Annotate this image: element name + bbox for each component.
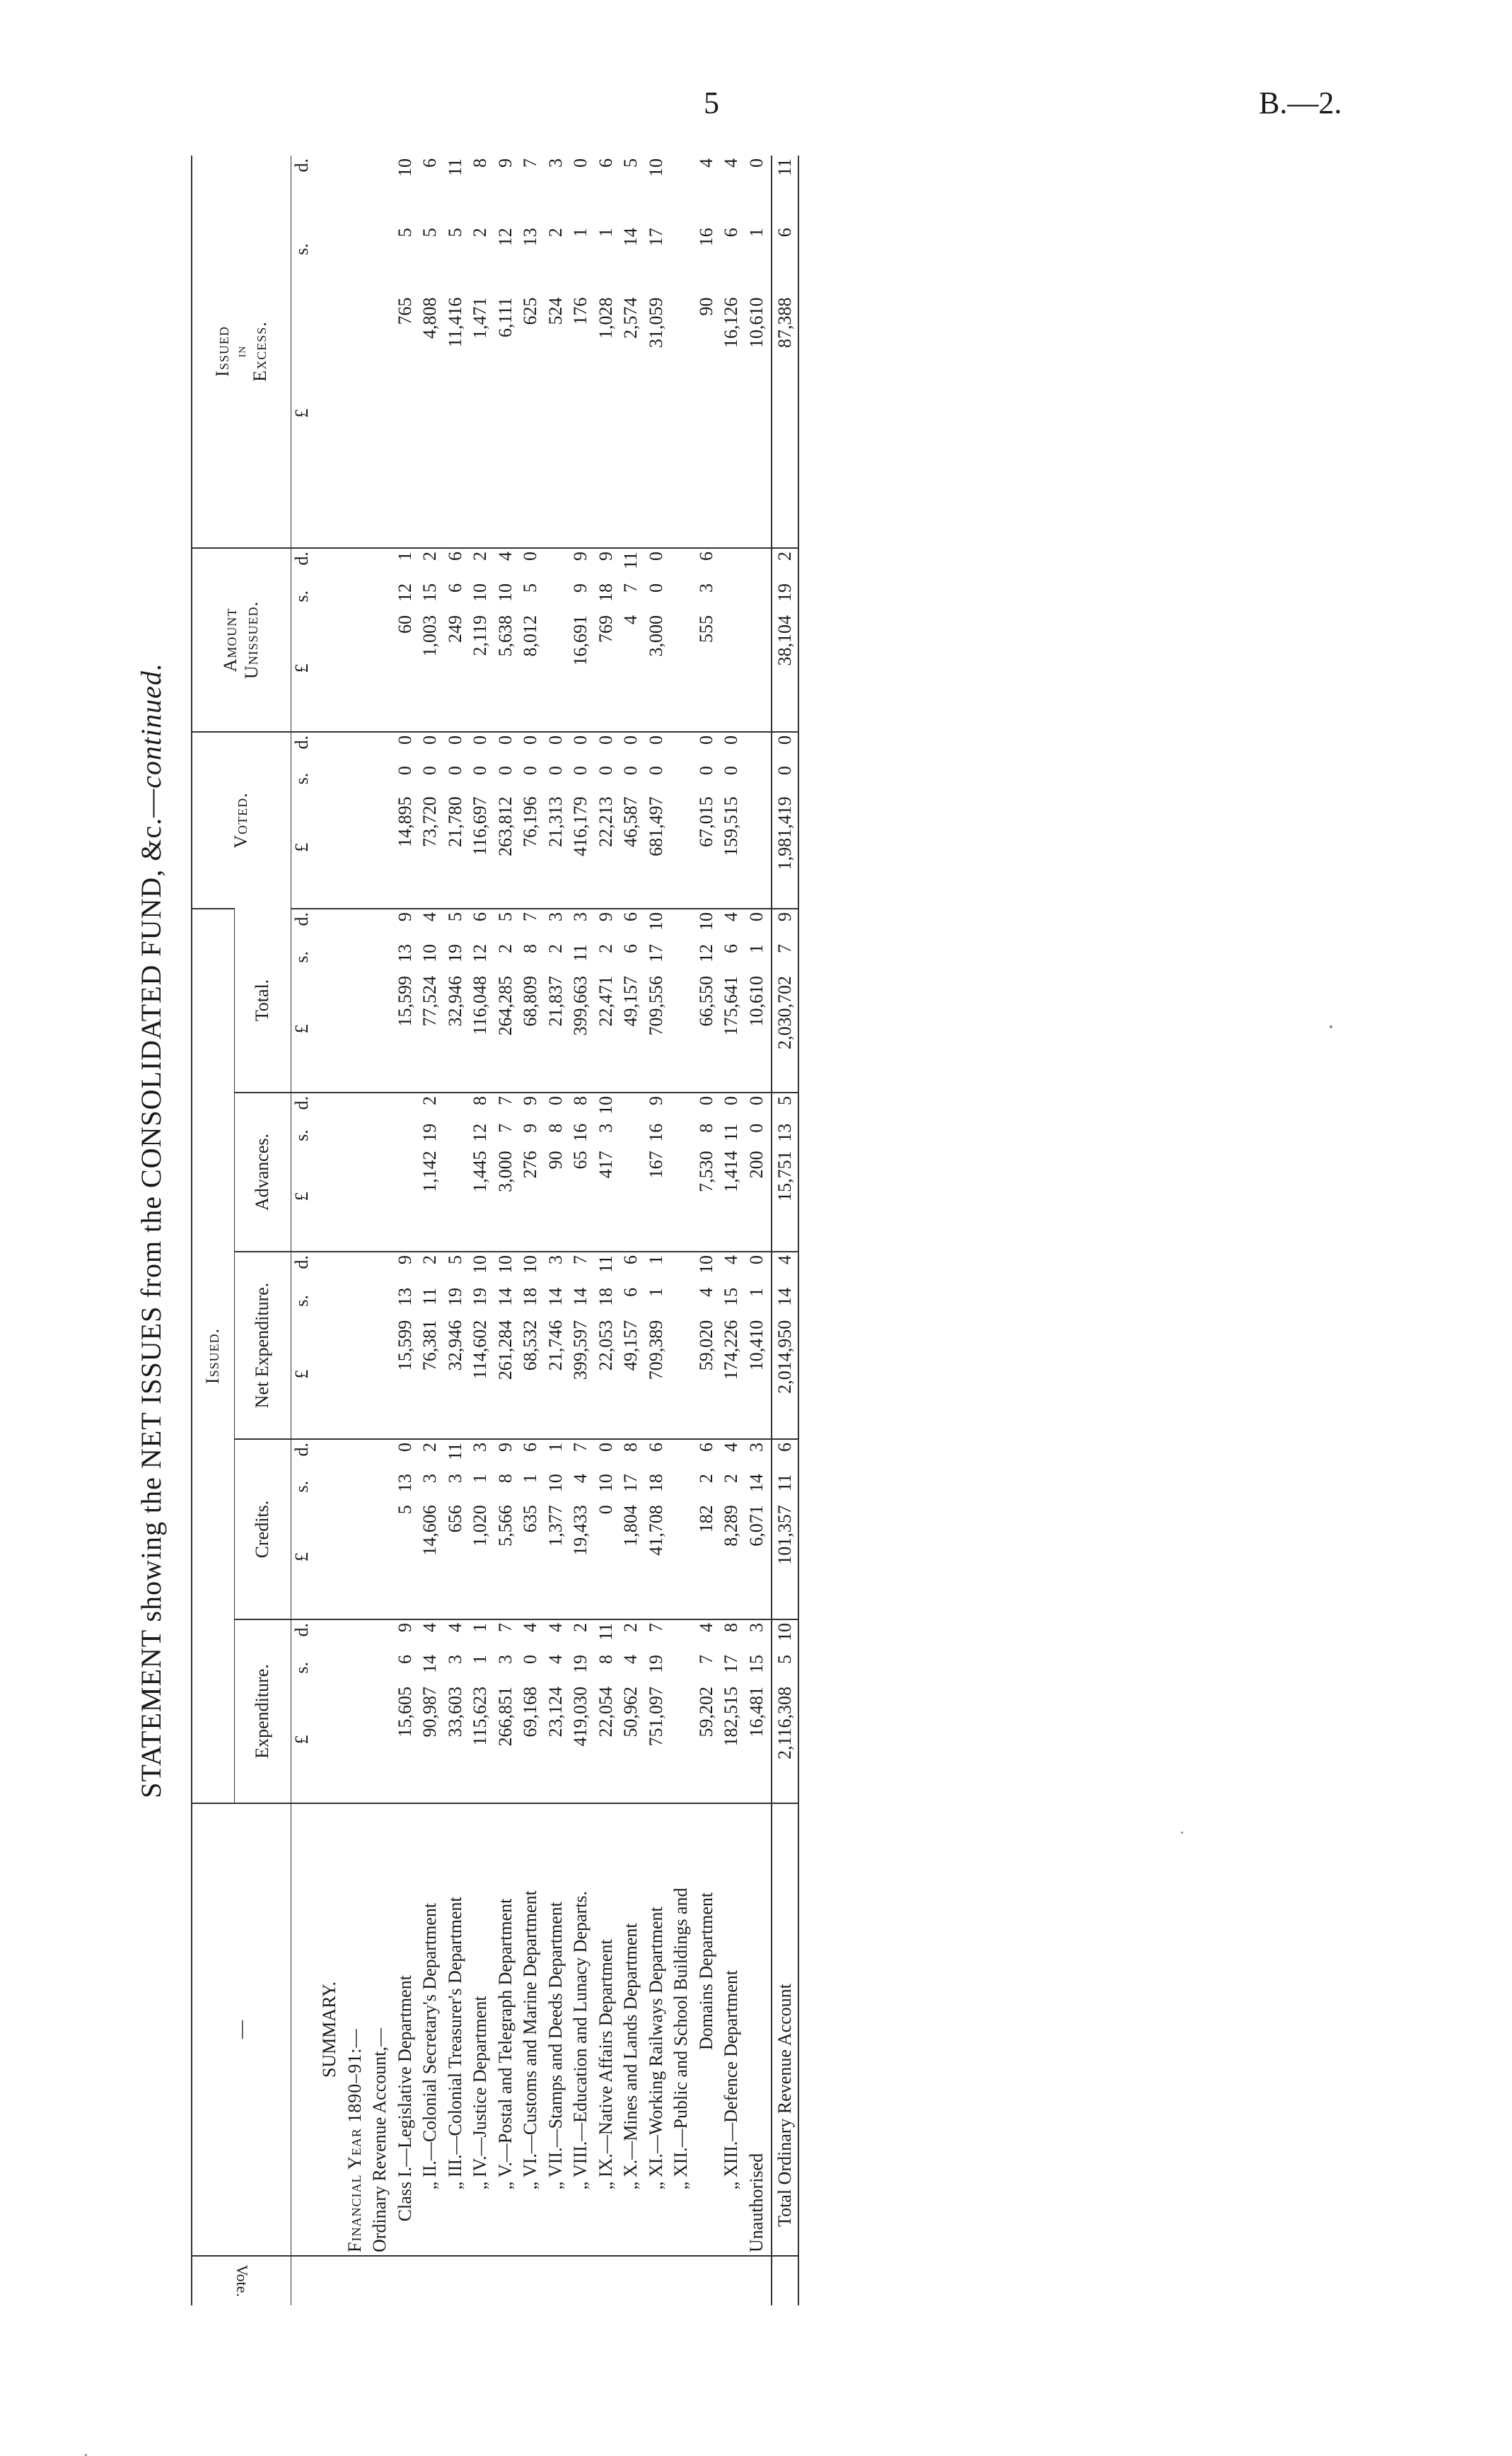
cell-tot: 399,663113 [570,909,595,1093]
cell-cred: 0100 [595,1439,621,1619]
cell-unis: 16,69199 [570,548,595,732]
cell-exp: 751,097197 [646,1619,671,1803]
cell-net: 261,2841410 [495,1252,521,1439]
cell-adv: 27699 [520,1093,545,1252]
cell-unis: 5,638104 [495,548,521,732]
cell-voted [670,732,696,909]
total-adv: 15,751135 [772,1093,798,1252]
table-row [419,156,445,2305]
cell-net: 32,946195 [445,1252,470,1439]
cell-net: 76,381112 [419,1252,445,1439]
cell-exc: 765510 [394,158,415,325]
row-label: „II.—Colonial Secretary's Department [419,1803,445,2256]
cell-exp: 50,96242 [620,1619,646,1803]
cell-net: 15,599139 [395,1252,420,1439]
row-label: „III.—Colonial Treasurer's Department [445,1803,470,2256]
cell-voted: 67,01500 [696,732,721,909]
row-label: Domains Department [696,1803,721,2256]
table-row [646,156,671,2305]
total-header: Total. [234,909,291,1093]
cell-exp: 22,054811 [595,1619,621,1803]
cell-adv: 417310 [595,1093,621,1252]
cell-cred: 63516 [520,1439,545,1619]
cell-adv [670,1093,696,1252]
cell-adv: 1,414110 [721,1093,746,1252]
row-label: Unauthorised [746,1803,772,2256]
cell-exp: 266,85137 [495,1619,521,1803]
cell-net: 174,226154 [721,1252,746,1439]
cell-cred: 8,28924 [721,1439,746,1619]
row-label: „IX.—Native Affairs Department [595,1803,621,2256]
cell-adv: 167169 [646,1093,671,1252]
cell-unis: 3,00000 [646,548,671,732]
units-exc: £s.d. [291,158,312,418]
total-cred: 101,357116 [772,1439,798,1619]
total-label: Total Ordinary Revenue Account [772,1803,798,2256]
cell-exp: 16,481153 [746,1619,772,1803]
net-expenditure-header: Net Expenditure. [234,1252,291,1439]
cell-voted: 76,19600 [520,732,545,909]
cell-adv: 9080 [545,1093,571,1252]
units-net: £s.d. [291,1252,319,1439]
cell-unis: 8,01250 [520,548,545,732]
cell-unis: 60121 [395,548,420,732]
cell-exp: 33,60334 [445,1619,470,1803]
cell-exc: 1,02816 [595,158,616,339]
cell-cred: 14,60632 [419,1439,445,1619]
title-continued: continued. [135,663,167,788]
cell-voted: 21,78000 [445,732,470,909]
row-label: „X.—Mines and Lands Department [620,1803,646,2256]
cell-net: 68,5321810 [520,1252,545,1439]
row-label: ClassI.—Legislative Department [395,1803,420,2256]
document-reference: B.—2. [1259,86,1342,120]
cell-cred: 656311 [445,1439,470,1619]
title-main: STATEMENT showing the NET ISSUES from the CONSOLIDATED FUND, &c.— [135,788,167,1798]
cell-exc: 11,416511 [444,158,465,348]
cell-tot: 66,5501210 [696,909,721,1093]
cell-tot: 10,61010 [746,909,772,1093]
cell-adv: 7,53080 [696,1093,721,1252]
table-row [520,156,545,2305]
cell-net: 21,746143 [545,1252,571,1439]
cell-exp: 90,987144 [419,1619,445,1803]
vote-header: Vote. [192,2256,291,2305]
units-unis: £s.d. [291,548,319,732]
cell-adv [620,1093,646,1252]
cell-cred: 6,071143 [746,1439,772,1619]
cell-net: 709,38911 [646,1252,671,1439]
statement-table [191,156,799,2305]
cell-unis: 4711 [620,548,646,732]
cell-voted: 46,58700 [620,732,646,909]
cell-cred: 19,43347 [570,1439,595,1619]
cell-tot: 22,47129 [595,909,621,1093]
cell-adv: 1,445128 [470,1093,495,1252]
total-exp: 2,116,308510 [772,1619,798,1803]
row-label: „VIII.—Education and Lunacy Departs. [570,1803,595,2256]
row-label: „XI.—Working Railways Department [646,1803,671,2256]
units-voted: £s.d. [291,732,319,909]
cell-voted: 73,72000 [419,732,445,909]
cell-exc: 10,61010 [745,158,767,349]
row-label: „XIII.—Defence Department [721,1803,746,2256]
cell-net: 399,597147 [570,1252,595,1439]
table-row [545,156,571,2305]
cell-exc: 16,12664 [721,158,741,349]
cell-tot: 116,048126 [470,909,495,1093]
cell-unis [670,548,696,732]
cell-exc: 31,0591710 [645,158,666,349]
cell-unis: 1,003152 [419,548,445,732]
cell-voted: 21,31300 [545,732,571,909]
table-row [595,156,621,2305]
row-label: „IV.—Justice Department [470,1803,495,2256]
cell-tot: 175,64164 [721,909,746,1093]
cell-voted: 263,81200 [495,732,521,909]
cell-net [670,1252,696,1439]
cell-unis: 55536 [696,548,721,732]
total-exc: 87,388611 [772,156,798,548]
table-row [445,156,470,2305]
page-number: 5 [704,86,719,120]
cell-net: 22,0531811 [595,1252,621,1439]
issued-in-excess-header: Issued in Excess. [192,156,291,548]
speck [1330,1025,1332,1028]
cell-exp: 69,16804 [520,1619,545,1803]
cell-voted: 416,17900 [570,732,595,909]
cell-tot: 709,5561710 [646,909,671,1093]
row-label: „V.—Postal and Telegraph Department [495,1803,521,2256]
cell-net: 59,020410 [696,1252,721,1439]
expenditure-header: Expenditure. [234,1619,291,1803]
cell-unis: 24966 [445,548,470,732]
cell-cred: 18226 [696,1439,721,1619]
row-label: „VI.—Customs and Marine Department [520,1803,545,2256]
cell-unis: 769189 [595,548,621,732]
cell-adv: 65168 [570,1093,595,1252]
table-row [570,156,595,2305]
cell-voted [746,732,772,909]
cell-exc: 52423 [545,158,566,325]
cell-tot: 15,599139 [395,909,420,1093]
cell-net: 49,15766 [620,1252,646,1439]
cell-net: 10,41010 [746,1252,772,1439]
speck [1181,1832,1183,1834]
advances-header: Advances. [234,1093,291,1252]
table-row [395,156,420,2305]
cell-exp: 182,515178 [721,1619,746,1803]
cell-unis [545,548,571,732]
cell-exp: 23,12444 [545,1619,571,1803]
cell-cred: 1,02013 [470,1439,495,1619]
cell-exc: 1,47128 [470,158,490,339]
cell-tot: 21,83723 [545,909,571,1093]
table-row [696,156,721,2305]
cell-cred: 1,377101 [545,1439,571,1619]
total-unis: 38,104192 [772,548,798,732]
cell-cred: 1,804178 [620,1439,646,1619]
table-row [721,156,746,2305]
row-label: „XII.—Public and School Buildings and [670,1803,696,2256]
cell-adv [445,1093,470,1252]
cell-exp: 15,60569 [395,1619,420,1803]
units-cred: £s.d. [291,1439,319,1619]
cell-exc [670,156,696,548]
cell-adv: 3,00077 [495,1093,521,1252]
cell-tot [670,909,696,1093]
ordinary-revenue-label: Ordinary Revenue Account,— [369,1803,395,2256]
cell-voted: 159,51500 [721,732,746,909]
cell-exp: 115,62311 [470,1619,495,1803]
cell-tot: 68,80987 [520,909,545,1093]
cell-net: 114,6021910 [470,1252,495,1439]
cell-tot: 77,524104 [419,909,445,1093]
cell-exc: 17610 [570,158,591,325]
cell-cred: 5,56689 [495,1439,521,1619]
table-row [620,156,646,2305]
cell-exp: 59,20274 [696,1619,721,1803]
cell-exp: 419,030192 [570,1619,595,1803]
cell-exc: 6,111129 [494,158,516,338]
cell-exc: 2,574145 [620,158,641,339]
amount-unissued-header: Amount Unissued. [192,548,291,732]
units-exp: £s.d. [291,1619,319,1803]
financial-year-label: Financial Year 1890–91:— [344,1803,370,2256]
cell-unis [721,548,746,732]
total-net: 2,014,950144 [772,1252,798,1439]
cell-voted: 14,89500 [395,732,420,909]
cell-adv: 1,142192 [419,1093,445,1252]
cell-exp [670,1619,696,1803]
row-label: „VII.—Stamps and Deeds Department [545,1803,571,2256]
cell-adv: 20000 [746,1093,772,1252]
cell-exc: 4,80856 [419,158,440,339]
cell-adv [395,1093,420,1252]
voted-header: Voted. [192,732,291,909]
table-row [470,156,495,2305]
cell-cred [670,1439,696,1619]
cell-cred: 5130 [395,1439,420,1619]
total-voted: 1,981,41900 [772,732,798,909]
cell-exc: 625137 [520,158,540,325]
cell-unis: 2,119102 [470,548,495,732]
statement-title [134,156,177,2305]
units-adv: £s.d. [291,1093,319,1252]
cell-tot: 264,28525 [495,909,521,1093]
total-tot: 2,030,70279 [772,909,798,1093]
summary-heading: SUMMARY. [319,1803,344,2256]
table-row [746,156,772,2305]
table-row [495,156,521,2305]
cell-tot: 49,15766 [620,909,646,1093]
cell-voted: 22,21300 [595,732,621,909]
table-row [670,156,696,2305]
issued-header: Issued. [192,909,234,1803]
units-tot: £s.d. [291,909,319,1093]
cell-unis [746,548,772,732]
cell-voted: 681,49700 [646,732,671,909]
description-header: — [192,1803,291,2256]
cell-tot: 32,946195 [445,909,470,1093]
cell-exc: 90164 [695,158,716,316]
credits-header: Credits. [234,1439,291,1619]
cell-cred: 41,708186 [646,1439,671,1619]
total-row [772,156,798,2305]
cell-voted: 116,69700 [470,732,495,909]
rotated-statement [134,156,806,2305]
